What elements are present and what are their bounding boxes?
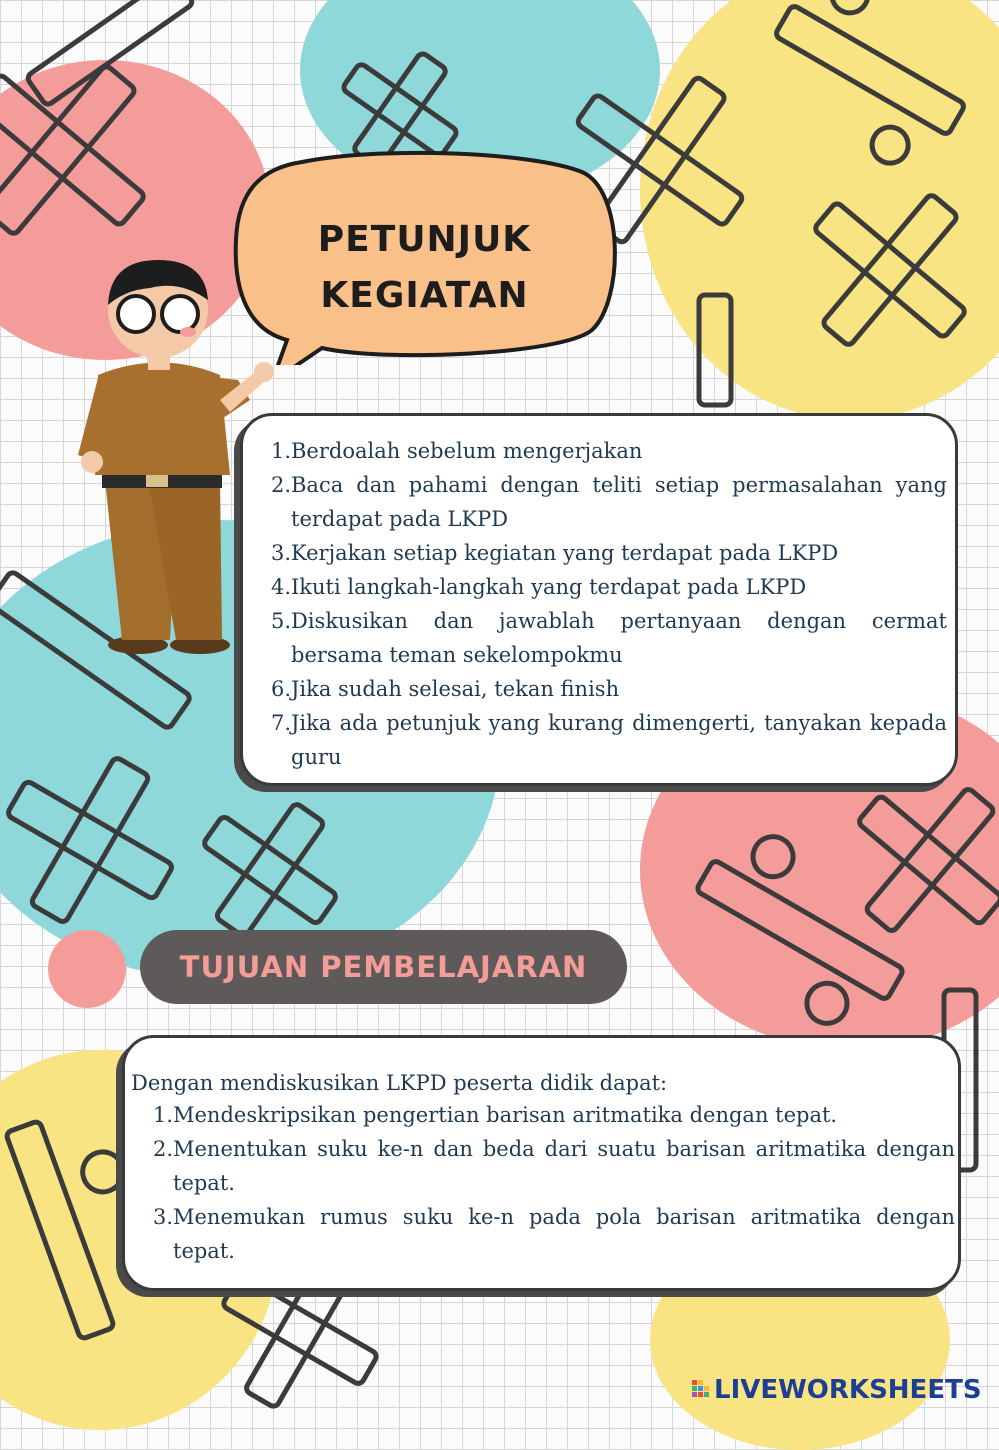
list-item bbox=[271, 434, 947, 468]
brand-name: LIVEWORKSHEETS bbox=[714, 1375, 982, 1405]
list-number: 2. bbox=[271, 473, 292, 497]
list-item-text: Diskusikan dan jawablah pertanyaan dengan cermat bersama teman sekelompokmu bbox=[291, 609, 947, 667]
list-item-text: Menemukan rumus suku ke-n pada pola barisan aritmatika dengan tepat. bbox=[173, 1205, 955, 1263]
list-number: 6. bbox=[271, 677, 292, 701]
list-number: 2. bbox=[153, 1137, 174, 1161]
list-number: 5. bbox=[271, 609, 292, 633]
list-item-text: Jika ada petunjuk yang kurang dimengerti, tanyakan kepada guru bbox=[291, 711, 947, 769]
list-item bbox=[271, 604, 947, 672]
list-item-text: Kerjakan setiap kegiatan yang terdapat pada LKPD bbox=[291, 541, 839, 565]
goals-list bbox=[153, 1098, 955, 1268]
liveworksheets-logo-icon bbox=[692, 1380, 710, 1404]
list-item-text: Menentukan suku ke-n dan beda dari suatu barisan aritmatika dengan tepat. bbox=[173, 1137, 955, 1195]
list-item-text: Berdoalah sebelum mengerjakan bbox=[291, 439, 643, 463]
instructions-list bbox=[271, 434, 947, 774]
goals-heading-pill bbox=[140, 930, 627, 1004]
list-item-text: Mendeskripsikan pengertian barisan aritmatika dengan tepat. bbox=[173, 1103, 838, 1127]
list-number: 1. bbox=[271, 439, 292, 463]
times-symbol-icon bbox=[770, 150, 999, 390]
instructions-panel bbox=[240, 413, 958, 786]
list-number: 7. bbox=[271, 711, 292, 735]
goals-intro: Dengan mendiskusikan LKPD peserta didik dapat: bbox=[131, 1071, 668, 1095]
list-item bbox=[153, 1098, 955, 1132]
list-item bbox=[271, 468, 947, 536]
list-item-text: Jika sudah selesai, tekan finish bbox=[291, 677, 620, 701]
title-line-2: KEGIATAN bbox=[320, 275, 529, 316]
times-symbol-icon bbox=[0, 724, 206, 956]
goals-panel bbox=[122, 1035, 961, 1291]
title-line-1: PETUNJUK bbox=[317, 219, 532, 260]
list-item bbox=[153, 1132, 955, 1200]
list-item bbox=[271, 570, 947, 604]
list-number: 1. bbox=[153, 1103, 174, 1127]
list-item bbox=[271, 536, 947, 570]
minus-symbol-icon bbox=[699, 295, 731, 405]
times-symbol-icon bbox=[0, 16, 194, 284]
list-number: 4. bbox=[271, 575, 292, 599]
liveworksheets-brand[interactable] bbox=[692, 1372, 992, 1408]
list-item bbox=[153, 1200, 955, 1268]
list-item-text: Baca dan pahami dengan teliti setiap permasalahan yang terdapat pada LKPD bbox=[291, 473, 947, 531]
list-number: 3. bbox=[153, 1205, 174, 1229]
list-item bbox=[271, 706, 947, 774]
minus-symbol-icon bbox=[26, 0, 194, 106]
list-item bbox=[271, 672, 947, 706]
divide-symbol-icon bbox=[747, 0, 993, 183]
list-item-text: Ikuti langkah-langkah yang terdapat pada LKPD bbox=[291, 575, 807, 599]
list-number: 3. bbox=[271, 541, 292, 565]
goals-heading: TUJUAN PEMBELAJARAN bbox=[179, 950, 588, 984]
